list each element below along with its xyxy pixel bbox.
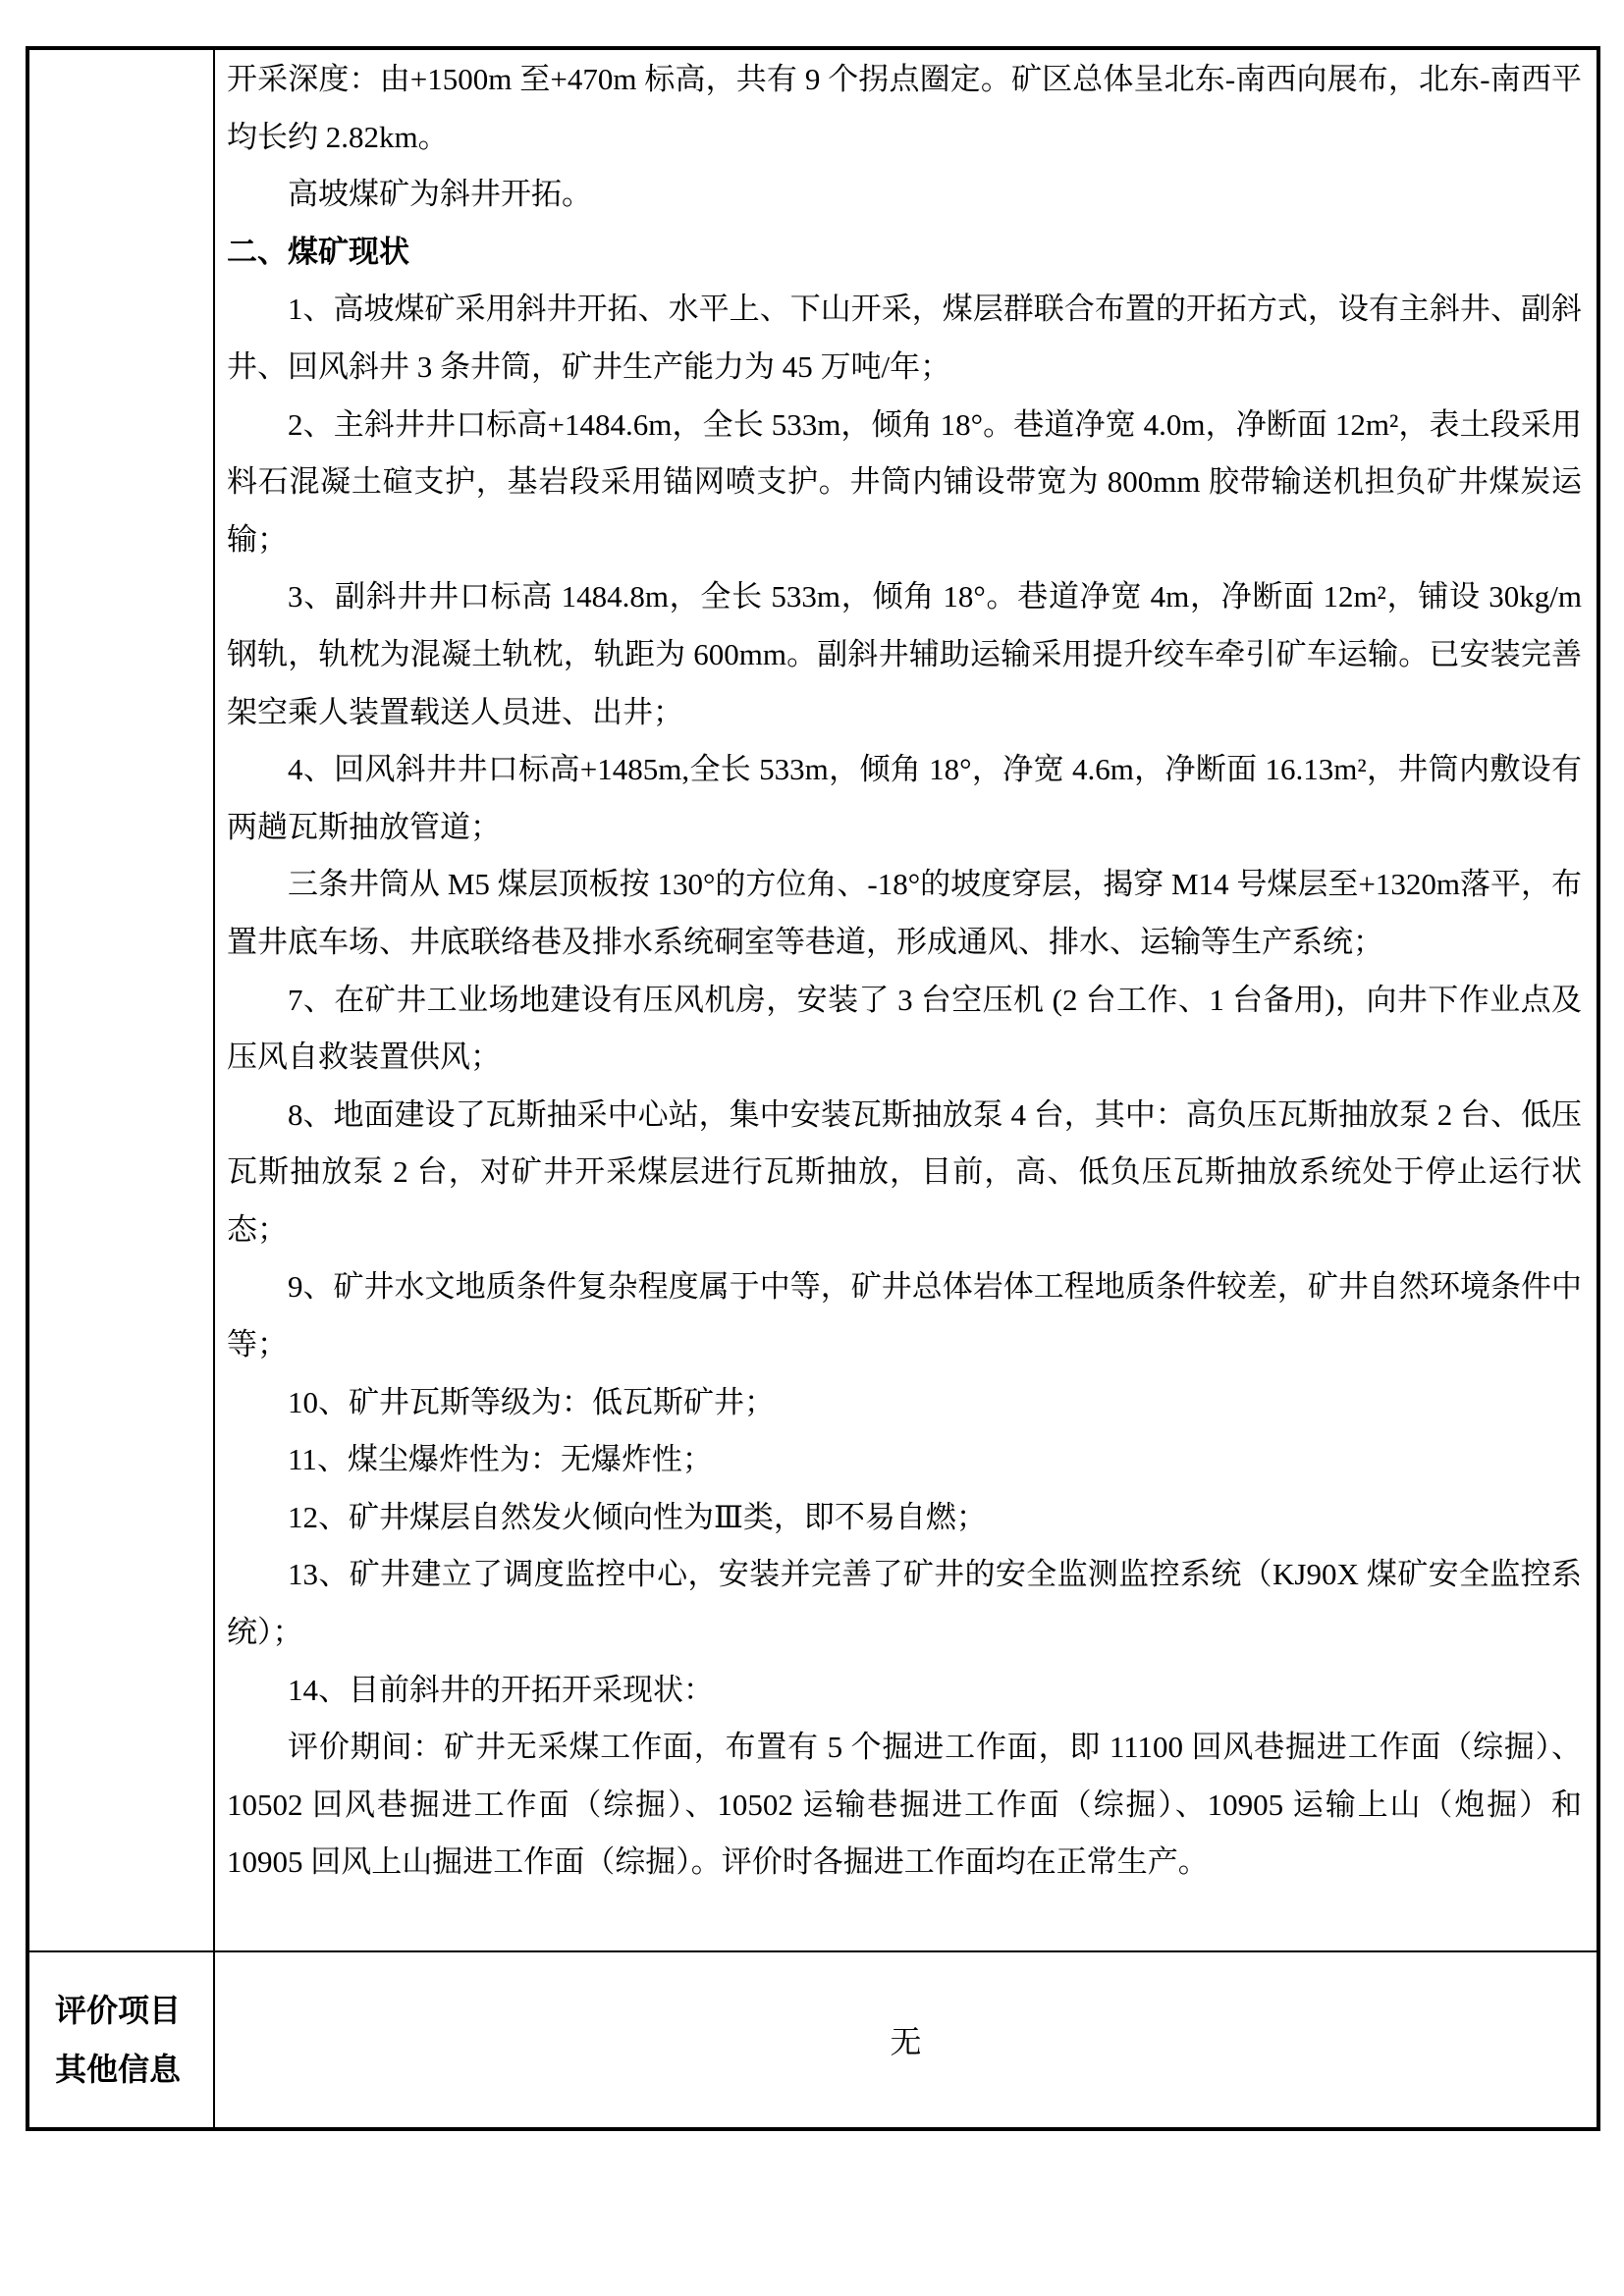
item-12: 12、矿井煤层自然发火倾向性为Ⅲ类，即不易自燃； [288, 1499, 987, 1534]
row-label-cell-empty [29, 50, 215, 1950]
paragraph-evaluation-period: 评价期间：矿井无采煤工作面，布置有 5 个掘进工作面，即 11100 回风巷掘进工作面（综掘）、10502 回风巷掘进工作面（综掘）、10502 运输巷掘进工作面（综掘）、10905 运输上山（炮掘）和 10905 回风上山掘进工作面（综掘）。评价时各掘进工作面均在正常生产。 [227, 1730, 1582, 1880]
item-4: 4、回风斜井井口标高+1485m,全长 533m，倾角 18°，净宽 4.6m，净断面 16.13m²，井筒内敷设有两趟瓦斯抽放管道； [227, 752, 1582, 844]
item-9: 9、矿井水文地质条件复杂程度属于中等，矿井总体岩体工程地质条件较差，矿井自然环境条件中等； [227, 1269, 1582, 1362]
other-info-label-cell [29, 1952, 215, 2127]
item-13: 13、矿井建立了调度监控中心，安装并完善了矿井的安全监测监控系统（KJ90X 煤矿安全监控系统）； [227, 1557, 1582, 1650]
item-8: 8、地面建设了瓦斯抽采中心站，集中安装瓦斯抽放泵 4 台，其中：高负压瓦斯抽放泵 2 台、低压瓦斯抽放泵 2 台，对矿井开采煤层进行瓦斯抽放，目前，高、低负压瓦斯抽放系统处于停止运行状态； [227, 1096, 1582, 1247]
report-table [26, 46, 1600, 2131]
other-info-value-cell [215, 1952, 1597, 2127]
table-row-mine-status [29, 50, 1597, 1952]
item-11: 11、煤尘爆炸性为：无爆炸性； [288, 1442, 713, 1477]
item-10: 10、矿井瓦斯等级为：低瓦斯矿井； [288, 1384, 775, 1419]
item-3: 3、副斜井井口标高 1484.8m，全长 533m，倾角 18°。巷道净宽 4m，净断面 12m²，铺设 30kg/m 钢轨，轨枕为混凝土轨枕，轨距为 600mm。副斜井辅助运输采用提升绞车牵引矿车运输。已安装完善架空乘人装置载送人员进、出井； [227, 579, 1582, 729]
other-info-label-line2: 其他信息 [55, 2052, 182, 2087]
table-row-other-info [29, 1952, 1597, 2127]
item-7: 7、在矿井工业场地建设有压风机房，安装了 3 台空压机 (2 台工作、1 台备用)，向井下作业点及压风自救装置供风； [227, 982, 1582, 1075]
paragraph-three-shafts: 三条井筒从 M5 煤层顶板按 130°的方位角、-18°的坡度穿层，揭穿 M14 号煤层至+1320m落平，布置井底车场、井底联络巷及排水系统硐室等巷道，形成通风、排水、运输等生产系统； [227, 867, 1582, 959]
item-2: 2、主斜井井口标高+1484.6m，全长 533m，倾角 18°。巷道净宽 4.0m，净断面 12m²，表土段采用料石混凝土碹支护，基岩段采用锚网喷支护。井筒内铺设带宽为 800mm 胶带输送机担负矿井煤炭运输； [227, 406, 1582, 557]
heading-coal-mine-status: 二、煤矿现状 [227, 234, 409, 269]
paragraph-development-method: 高坡煤矿为斜井开拓。 [288, 177, 592, 212]
mine-status-content-cell [215, 50, 1597, 1950]
other-info-value: 无 [890, 2024, 922, 2059]
item-1: 1、高坡煤矿采用斜井开拓、水平上、下山开采，煤层群联合布置的开拓方式，设有主斜井、副斜井、回风斜井 3 条井筒，矿井生产能力为 45 万吨/年； [227, 292, 1582, 384]
item-14: 14、目前斜井的开拓开采现状： [288, 1672, 714, 1707]
other-info-label-line1: 评价项目 [55, 1993, 182, 2028]
paragraph-mining-depth: 开采深度：由+1500m 至+470m 标高，共有 9 个拐点圈定。矿区总体呈北东-南西向展布，北东-南西平均长约 2.82km。 [227, 62, 1582, 154]
